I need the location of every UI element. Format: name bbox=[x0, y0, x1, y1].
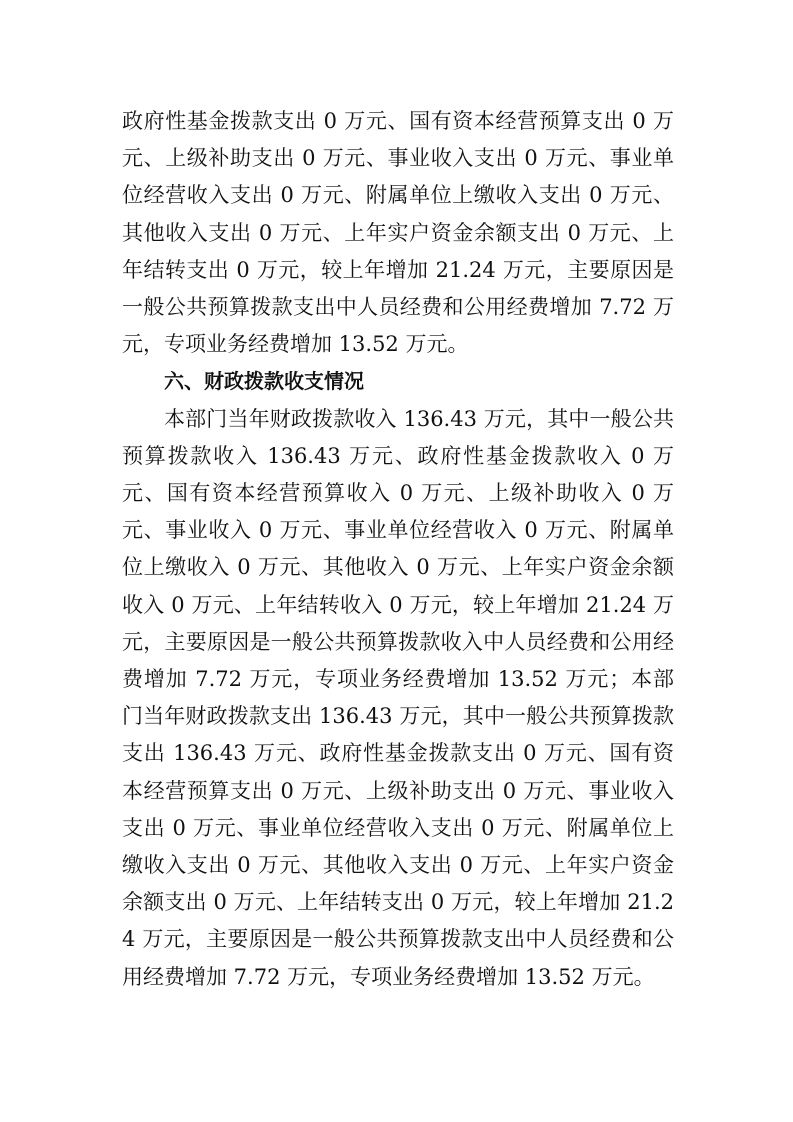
paragraph-continued-expenditure: 政府性基金拨款支出 0 万元、国有资本经营预算支出 0 万元、上级补助支出 0 万元、事业收入支出 0 万元、事业单位经营收入支出 0 万元、附属单位上缴收入支出 0 万元、其他收入支出 0 万元、上年实户资金余额支出 0 万元、上年结转支出 0 万元，较上年增加 21.24 万元，主要原因是一般公共预算拨款支出中人员经费和公用经费增加 7.72 万元，专项业务经费增加 13.52 万元。 bbox=[122, 109, 674, 357]
section-heading-fiscal-appropriation: 六、财政拨款收支情况 bbox=[164, 369, 364, 394]
paragraph-fiscal-appropriation-detail: 本部门当年财政拨款收入 136.43 万元，其中一般公共预算拨款收入 136.43 万元、政府性基金拨款收入 0 万元、国有资本经营预算收入 0 万元、上级补助收入 0 万元、事业收入 0 万元、事业单位经营收入 0 万元、附属单位上缴收入 0 万元、其他收入 0 万元、上年实户资金余额收入 0 万元、上年结转收入 0 万元，较上年增加 21.24 万元，主要原因是一般公共预算拨款收入中人员经费和公用经费增加 7.72 万元，专项业务经费增加 13.52 万元；本部门当年财政拨款支出 136.43 万元，其中一般公共预算拨款支出 136.43 万元、政府性基金拨款支出 0 万元、国有资本经营预算支出 0 万元、上级补助支出 0 万元、事业收入支出 0 万元、事业单位经营收入支出 0 万元、附属单位上缴收入支出 0 万元、其他收入支出 0 万元、上年实户资金余额支出 0 万元、上年结转支出 0 万元，较上年增加 21.24 万元，主要原因是一般公共预算拨款支出中人员经费和公用经费增加 7.72 万元，专项业务经费增加 13.52 万元。 bbox=[122, 406, 674, 989]
document-body bbox=[122, 103, 674, 996]
